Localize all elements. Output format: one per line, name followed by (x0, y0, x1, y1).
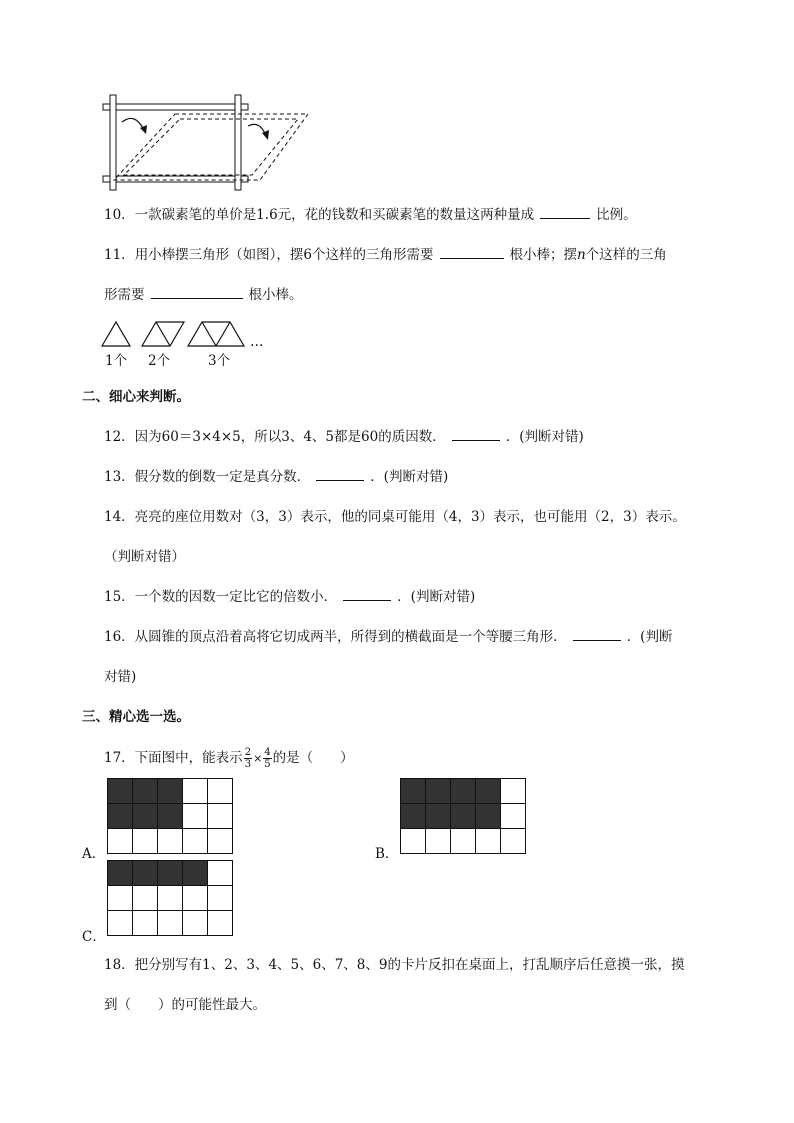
grid-cell (501, 779, 526, 804)
grid-cell (133, 829, 158, 854)
grid-cell (208, 861, 233, 886)
frame-figure (100, 90, 315, 192)
q16-suffix: ．(判断 (626, 629, 673, 645)
question-18-line2: 到（ ）的可能性最大。 (104, 997, 266, 1013)
grid-cell (208, 804, 233, 829)
grid-cell (208, 829, 233, 854)
grid-cell (476, 804, 501, 829)
question-15 (104, 588, 475, 606)
q13-suffix: ．(判断对错) (370, 469, 449, 485)
q15-answer-blank[interactable] (343, 588, 391, 601)
grid-cell (426, 804, 451, 829)
grid-cell (476, 829, 501, 854)
grid-cell (426, 779, 451, 804)
fraction-2-3 (244, 747, 252, 770)
q17-text-after: 的是（ ） (272, 750, 354, 766)
option-a-label[interactable]: A． (82, 846, 106, 862)
grid-cell (133, 861, 158, 886)
q12-suffix: ．(判断对错) (505, 429, 584, 445)
q11-line2-after: 根小棒。 (248, 287, 303, 303)
option-c-label[interactable]: C． (82, 929, 106, 945)
grid-cell (133, 911, 158, 936)
grid-cell (158, 861, 183, 886)
grid-cell (401, 829, 426, 854)
grid-cell (208, 779, 233, 804)
grid-cell (451, 829, 476, 854)
triangle-caption-2: 2个 (148, 353, 171, 369)
question-17 (104, 746, 354, 771)
grid-cell (183, 861, 208, 886)
question-16-line2: 对错) (104, 669, 137, 685)
grid-cell (108, 911, 133, 936)
question-11-line2 (104, 286, 303, 304)
grid-cell (108, 861, 133, 886)
grid-cell (501, 829, 526, 854)
fraction-numerator: 4 (264, 747, 271, 758)
question-11-line1 (104, 246, 667, 264)
question-14-line2: （判断对错） (104, 549, 185, 565)
q11-var-n: n (577, 247, 586, 263)
q16-answer-blank[interactable] (573, 628, 621, 641)
grid-cell (426, 829, 451, 854)
q13-answer-blank[interactable] (316, 468, 364, 481)
grid-cell (133, 804, 158, 829)
question-18: 18．把分别写有1、2、3、4、5、6、7、8、9的卡片反扣在桌面上，打乱顺序后任意摸一张，摸 (104, 957, 685, 973)
q10-text-after: 比例。 (596, 207, 637, 223)
option-b-grid[interactable] (400, 778, 526, 854)
triangle-ellipsis: … (250, 334, 264, 350)
option-b-label[interactable]: B． (375, 846, 399, 862)
grid-cell (208, 911, 233, 936)
grid-cell (451, 804, 476, 829)
triangles-figure (100, 318, 270, 352)
q15-suffix: ．(判断对错) (397, 589, 476, 605)
grid-cell (476, 779, 501, 804)
question-10 (104, 206, 637, 224)
q11-line2-text: 形需要 (104, 287, 145, 303)
q15-text: 15．一个数的因数一定比它的倍数小． (104, 589, 338, 605)
question-12 (104, 428, 584, 446)
grid-cell (401, 804, 426, 829)
q11-text-3: 个这样的三角 (585, 247, 667, 263)
question-16 (104, 628, 672, 646)
q11-number: 11． (104, 247, 135, 263)
q13-text: 13．假分数的倒数一定是真分数． (104, 469, 311, 485)
grid-cell (158, 804, 183, 829)
grid-cell (108, 829, 133, 854)
section-3-title: 三、精心选一选。 (82, 709, 190, 725)
question-13 (104, 468, 448, 486)
q11-blank-1[interactable] (440, 246, 504, 259)
fraction-numerator: 2 (244, 747, 252, 758)
grid-cell (158, 829, 183, 854)
q11-blank-2[interactable] (151, 286, 243, 299)
grid-cell (133, 886, 158, 911)
fraction-denominator: 3 (244, 759, 252, 770)
q16-text: 16．从圆锥的顶点沿着高将它切成两半，所得到的横截面是一个等腰三角形． (104, 629, 567, 645)
times-sign: × (253, 752, 263, 765)
grid-cell (451, 779, 476, 804)
grid-cell (133, 779, 158, 804)
grid-cell (158, 911, 183, 936)
triangle-caption-1: 1个 (105, 353, 128, 369)
triangle-caption-3: 3个 (208, 353, 231, 369)
grid-cell (158, 886, 183, 911)
q11-text-2: 根小棒；摆 (509, 247, 578, 263)
grid-cell (183, 911, 208, 936)
q17-text: 17．下面图中，能表示 (104, 750, 243, 766)
triangle-1 (102, 322, 130, 346)
q10-text: 一款碳素笔的单价是1.6元，花的钱数和买碳素笔的数量这两种量成 (134, 207, 535, 223)
grid-cell (401, 779, 426, 804)
grid-cell (183, 804, 208, 829)
grid-cell (183, 779, 208, 804)
grid-cell (108, 886, 133, 911)
question-14: 14．亮亮的座位用数对（3，3）表示，他的同桌可能用（4，3）表示，也可能用（2，3）表示。 (104, 509, 686, 525)
grid-cell (183, 829, 208, 854)
option-a-grid[interactable] (107, 778, 233, 854)
fraction-denominator: 5 (264, 759, 271, 770)
grid-cell (108, 804, 133, 829)
section-2-title: 二、细心来判断。 (82, 389, 190, 405)
q12-text: 12．因为60＝3×4×5，所以3、4、5都是60的质因数． (104, 429, 446, 445)
grid-cell (158, 779, 183, 804)
grid-cell (501, 804, 526, 829)
grid-cell (208, 886, 233, 911)
fraction-4-5 (263, 747, 271, 770)
option-c-grid[interactable] (107, 860, 233, 936)
grid-cell (108, 779, 133, 804)
q11-text: 用小棒摆三角形（如图），摆6个这样的三角形需要 (134, 247, 434, 263)
grid-cell (183, 886, 208, 911)
q10-number: 10． (104, 207, 135, 223)
q10-answer-blank[interactable] (540, 206, 590, 219)
q12-answer-blank[interactable] (452, 428, 500, 441)
